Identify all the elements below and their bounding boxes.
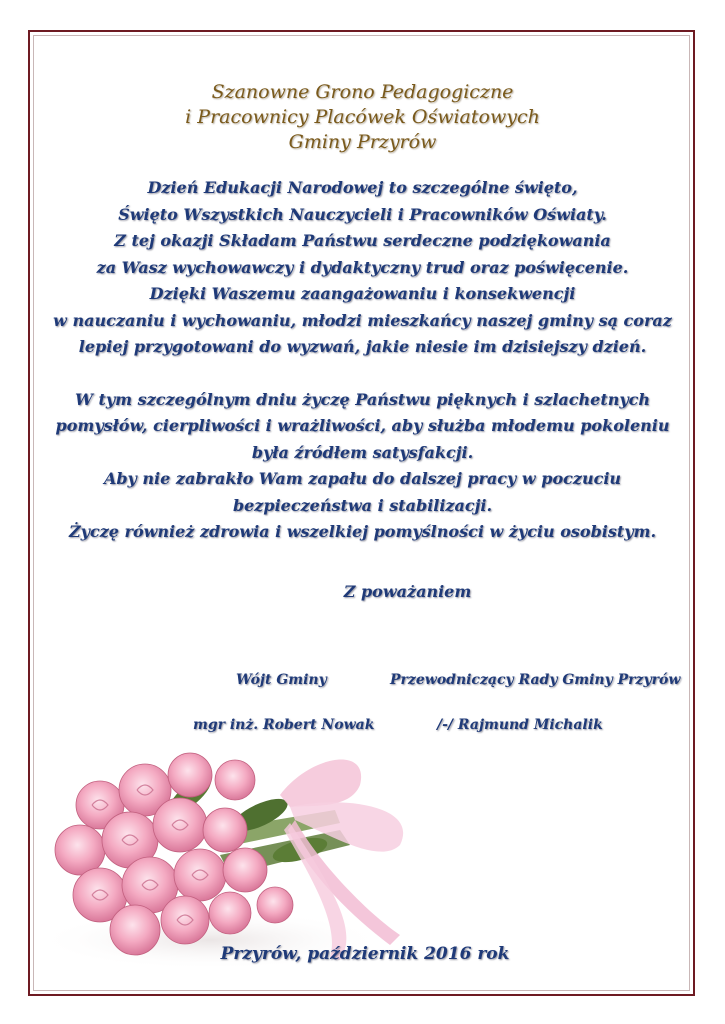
body-line: bezpieczeństwa i stabilizacji.	[232, 495, 493, 515]
paragraph-gap	[40, 361, 685, 387]
body-line: za Wasz wychowawczy i dydaktyczny trud oraz poświęcenie.	[96, 257, 629, 277]
place-and-date: Przyrów, październik 2016 rok	[220, 944, 510, 964]
signature-right-name: /-/ Rajmund Michalik	[437, 717, 603, 733]
body-line: lepiej przygotowani do wyzwań, jakie niesie im dzisiejszy dzień.	[78, 337, 647, 356]
body-line: była źródłem satysfakcji.	[251, 442, 474, 462]
header-line-2: i Pracownicy Placówek Oświatowych	[185, 106, 540, 128]
body-line: Aby nie zabrakło Wam zapału do dalszej pracy w poczuciu	[103, 469, 622, 488]
greeting-header	[40, 80, 685, 155]
header-line-3: Gminy Przyrów	[288, 131, 437, 153]
header-line-1: Szanowne Grono Pedagogiczne	[211, 81, 514, 103]
body-line: Dzień Edukacji Narodowej to szczególne święto,	[147, 178, 578, 197]
body-line: w nauczaniu i wychowaniu, młodzi mieszkańcy naszej gminy są coraz	[53, 310, 672, 330]
body-line: pomysłów, cierpliwości i wrażliwości, aby służba młodemu pokoleniu	[55, 416, 670, 435]
signature-left-title: Wójt Gminy	[236, 672, 327, 688]
closing-phrase: Z poważaniem	[343, 582, 472, 601]
body-line: W tym szczególnym dniu życzę Państwu pięknych i szlachetnych	[74, 389, 651, 409]
rose-bouquet-illustration	[40, 735, 440, 970]
body-line: Z tej okazji Składam Państwu serdeczne podziękowania	[114, 231, 611, 250]
signature-left-name: mgr inż. Robert Nowak	[193, 717, 375, 733]
body-line: Święto Wszystkich Nauczycieli i Pracowników Oświaty.	[118, 204, 607, 224]
body-line: Dzięki Waszemu zaangażowaniu i konsekwencji	[149, 284, 576, 303]
signature-right-title: Przewodniczący Rady Gminy Przyrów	[390, 672, 681, 688]
body-line: Życzę również zdrowia i wszelkiej pomyślności w życiu osobistym.	[68, 522, 657, 541]
letter-body	[40, 175, 685, 546]
